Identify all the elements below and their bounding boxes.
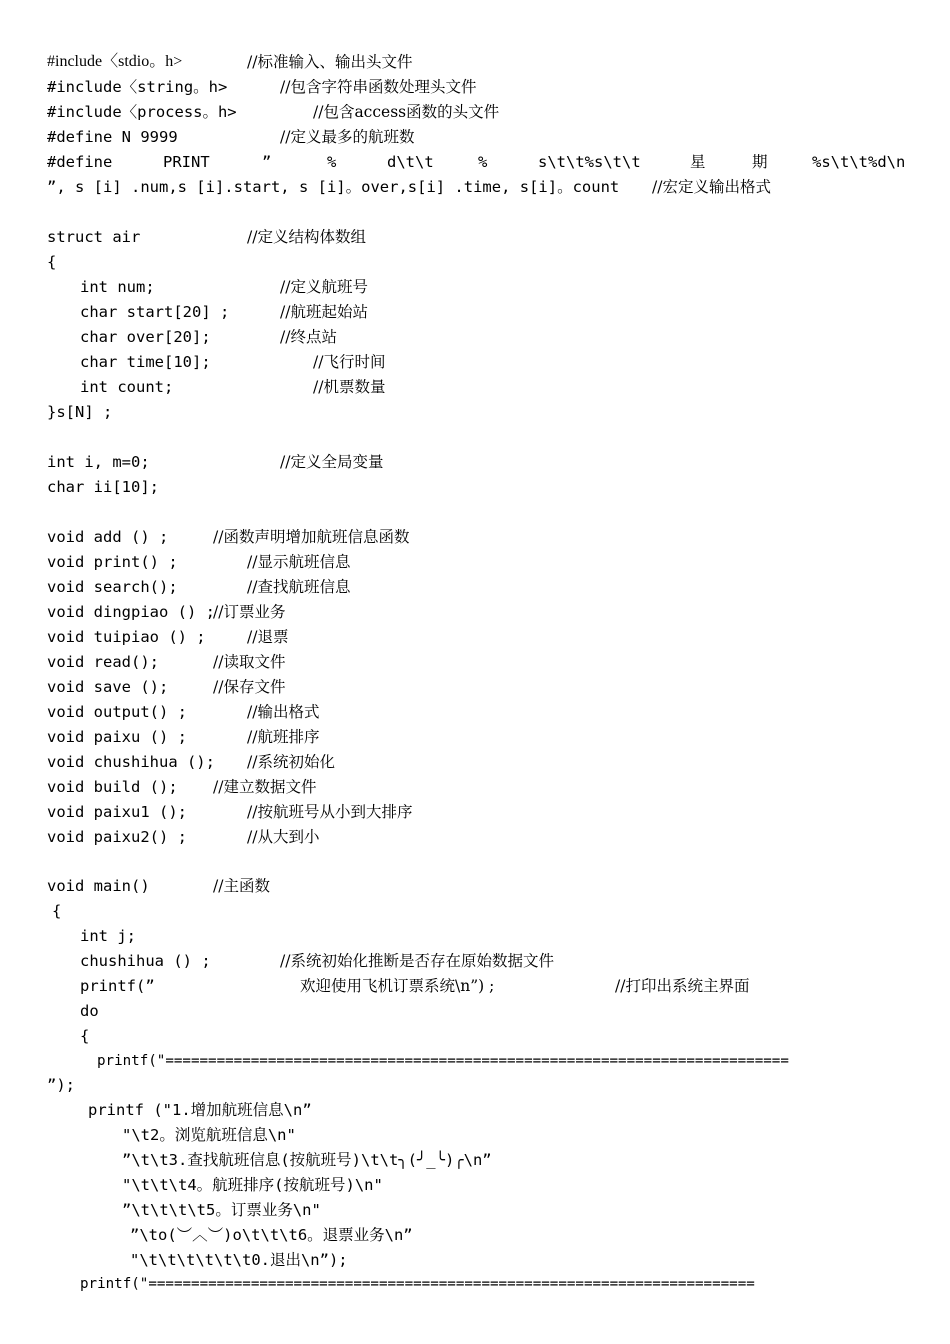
define-part: 星 (690, 153, 706, 171)
code-line-decl-paixu2: void paixu2() ; (47, 828, 187, 846)
code-line-decl-search: void search(); (47, 578, 178, 596)
define-part: % (327, 153, 337, 171)
define-part: %s\t\t%d\n (812, 153, 906, 171)
code-line-printf-welcome: printf(” (80, 977, 155, 995)
comment-decl-add: //函数声明增加航班信息函数 (213, 528, 410, 546)
define-part: PRINT (163, 153, 210, 171)
code-line-decl-paixu1: void paixu1 (); (47, 803, 187, 821)
code-line-decl-tuipiao: void tuipiao () ; (47, 628, 206, 646)
code-line-char-time: char time[10]; (80, 353, 211, 371)
code-line-call-chushihua: chushihua () ; (80, 952, 211, 970)
code-line-do-brace: { (80, 1027, 90, 1045)
code-line-define-args: ”, s [i] .num,s [i].start, s [i]。over,s[i] .time, s[i]。count (47, 178, 620, 196)
code-line-char-ii: char ii[10]; (47, 478, 159, 496)
comment-struct: //定义结构体数组 (247, 228, 366, 246)
define-part: s\t\t%s\t\t (538, 153, 641, 171)
code-line-menu-4: "\t\t\t4。航班排序(按航班号)\n" (122, 1176, 383, 1194)
comment-decl-paixu: //航班排序 (247, 728, 320, 746)
comment-decl-build: //建立数据文件 (213, 778, 317, 796)
code-line-main: void main() (47, 877, 150, 895)
comment-decl-output: //输出格式 (247, 703, 320, 721)
code-line-printf-separator: printf("========================================================================= (97, 1053, 789, 1069)
comment-char-start: //航班起始站 (280, 303, 368, 321)
code-line-menu-5: ”\t\t\t\t5。订票业务\n" (122, 1201, 321, 1219)
code-line-menu-1: printf ("1.增加航班信息\n” (88, 1101, 312, 1119)
define-part: #define (47, 153, 113, 171)
code-line-char-start: char start[20] ; (80, 303, 230, 321)
comment-char-time: //飞行时间 (313, 353, 386, 371)
code-line-menu-6: ”\to(︶︿︶)o\t\t\t6。退票业务\n” (130, 1226, 413, 1244)
code-line-decl-read: void read(); (47, 653, 159, 671)
code-line-include-stdio: #include〈stdio。h> (47, 53, 183, 70)
code-line-define-n: #define N 9999 (47, 128, 178, 146)
code-line-menu-3: ”\t\t3.查找航班信息(按航班号)\t\t╮(╯_╰)╭\n” (122, 1151, 492, 1169)
comment-decl-dingpiao: //订票业务 (213, 603, 286, 621)
comment-decl-paixu1: //按航班号从小到大排序 (247, 803, 413, 821)
comment-call-chushihua: //系统初始化推断是否存在原始数据文件 (280, 952, 554, 970)
define-part: % (478, 153, 488, 171)
comment-define-n: //定义最多的航班数 (280, 128, 415, 146)
comment-include-process: //包含access函数的头文件 (313, 103, 500, 121)
comment-decl-read: //读取文件 (213, 653, 286, 671)
code-line-separator-end: ”); (47, 1076, 75, 1094)
comment-decl-paixu2: //从大到小 (247, 828, 320, 846)
code-line-decl-add: void add () ; (47, 528, 169, 546)
code-line-decl-output: void output() ; (47, 703, 187, 721)
comment-welcome: //打印出系统主界面 (615, 977, 750, 995)
code-line-define-print (0, 152, 950, 172)
comment-decl-tuipiao: //退票 (247, 628, 289, 646)
comment-decl-print: //显示航班信息 (247, 553, 351, 571)
comment-decl-save: //保存文件 (213, 678, 286, 696)
comment-char-over: //终点站 (280, 328, 337, 346)
code-line-decl-paixu: void paixu () ; (47, 728, 187, 746)
comment-main: //主函数 (213, 877, 270, 895)
code-line-char-over: char over[20]; (80, 328, 211, 346)
code-line-decl-dingpiao: void dingpiao () ; (47, 603, 215, 621)
code-line-brace-open: { (47, 253, 57, 271)
comment-globals: //定义全局变量 (280, 453, 384, 471)
code-line-decl-save: void save (); (47, 678, 169, 696)
code-line-struct: struct air (47, 228, 141, 246)
define-part: ” (262, 153, 272, 171)
code-line-include-string: #include〈string。h> (47, 78, 228, 96)
code-line-printf-separator-2: printf("======================================================================= (80, 1276, 755, 1292)
code-line-menu-0: "\t\t\t\t\t\t0.退出\n”); (130, 1251, 348, 1269)
code-line-decl-chushihua: void chushihua (); (47, 753, 215, 771)
comment-define-args: //宏定义输出格式 (652, 178, 771, 196)
text-welcome: 欢迎使用飞机订票系统\n”) ; (300, 977, 495, 995)
code-line-struct-end: }s[N] ; (47, 403, 113, 421)
code-line-int-num: int num; (80, 278, 155, 296)
code-line-menu-2: "\t2。浏览航班信息\n" (122, 1126, 296, 1144)
code-line-decl-build: void build (); (47, 778, 178, 796)
code-line-int-j: int j; (80, 927, 136, 945)
comment-include-string: //包含字符串函数处理头文件 (280, 78, 477, 96)
comment-include-stdio: //标准输入、输出头文件 (247, 53, 413, 71)
comment-decl-search: //查找航班信息 (247, 578, 351, 596)
code-line-globals: int i, m=0; (47, 453, 150, 471)
define-part: 期 (752, 153, 768, 171)
code-line-decl-print: void print() ; (47, 553, 178, 571)
comment-decl-chushihua: //系统初始化 (247, 753, 335, 771)
code-line-int-count: int count; (80, 378, 174, 396)
code-line-do: do (80, 1002, 99, 1020)
code-line-main-brace: { (52, 902, 62, 920)
define-part: d\t\t (387, 153, 434, 171)
comment-int-count: //机票数量 (313, 378, 386, 396)
comment-int-num: //定义航班号 (280, 278, 368, 296)
code-line-include-process: #include〈process。h> (47, 103, 237, 121)
